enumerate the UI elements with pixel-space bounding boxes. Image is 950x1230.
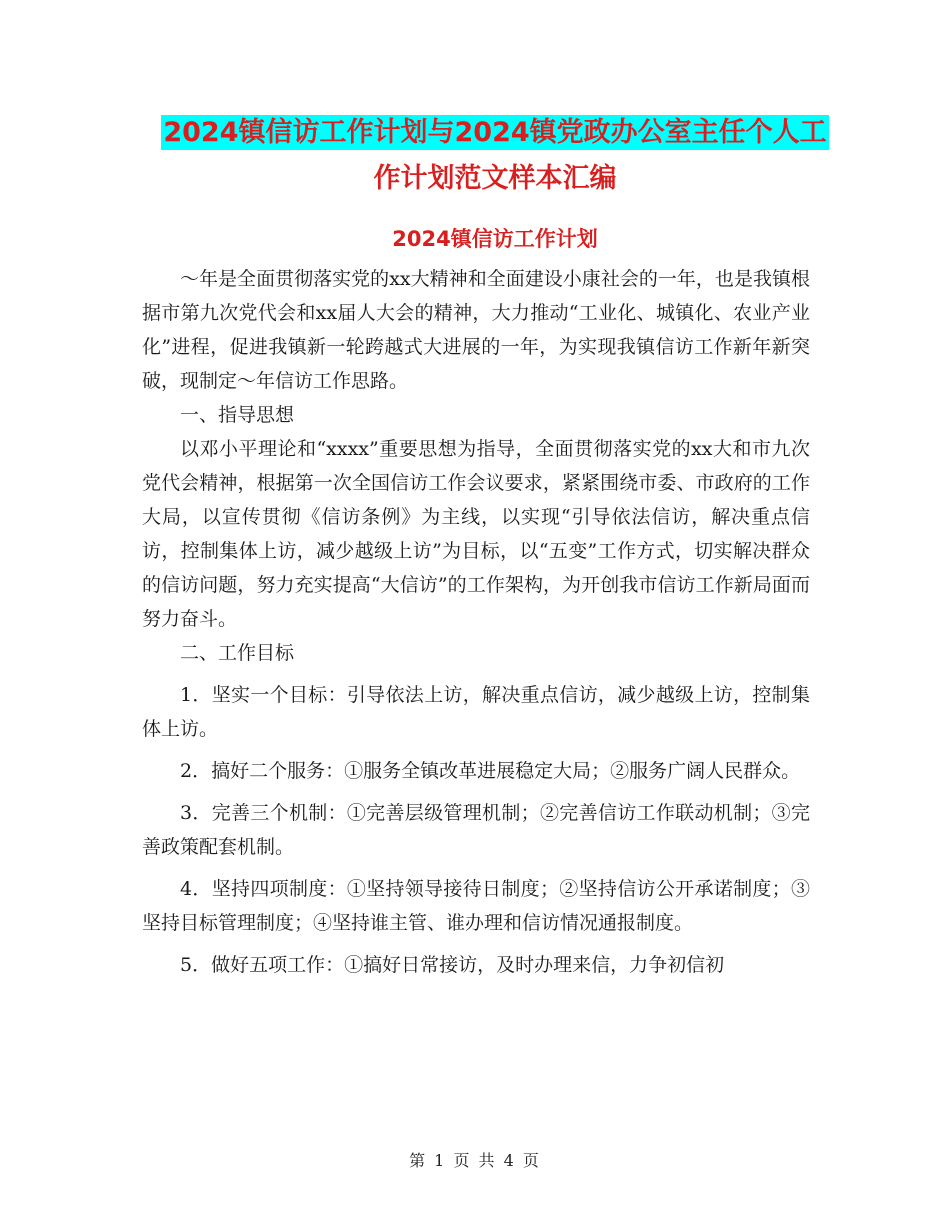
document-body [142,262,810,982]
heading-guiding-ideology: 一、指导思想 [180,404,295,426]
page-number-footer: 第 1 页 共 4 页 [409,1151,541,1170]
paragraph-intro: ～年是全面贯彻落实党的xx大精神和全面建设小康社会的一年，也是我镇根据市第九次党代会和xx届人大会的精神，大力推动“工业化、城镇化、农业产业化”进程，促进我镇新一轮跨越式大进展的一年，为实现我镇信访工作新年新突破，现制定～年信访工作思路。 [142,268,810,392]
heading-work-goals: 二、工作目标 [180,642,295,664]
list-item-goal-4: 4．坚持四项制度：①坚持领导接待日制度；②坚持信访公开承诺制度；③坚持目标管理制度；④坚持谁主管、谁办理和信访情况通报制度。 [142,878,810,934]
section-title: 2024镇信访工作计划 [392,227,598,251]
title-line-1: 2024镇信访工作计划与2024镇党政办公室主任个人工 [163,117,827,148]
paragraph-guiding-ideology: 以邓小平理论和“xxxx”重要思想为指导，全面贯彻落实党的xx大和市九次党代会精神，根据第一次全国信访工作会议要求，紧紧围绕市委、市政府的工作大局，以宣传贯彻《信访条例》为主线，以实现“引导依法信访，解决重点信访，控制集体上访，减少越级上访”为目标，以“五变”工作方式，切实解决群众的信访问题，努力充实提高“大信访”的工作架构，为开创我市信访工作新局面而努力奋斗。 [142,438,810,630]
document-title [150,110,840,202]
list-item-goal-2: 2．搞好二个服务：①服务全镇改革进展稳定大局；②服务广阔人民群众。 [180,760,801,782]
list-item-goal-1: 1．坚实一个目标：引导依法上访，解决重点信访，减少越级上访，控制集体上访。 [142,684,810,740]
list-item-goal-3: 3．完善三个机制：①完善层级管理机制；②完善信访工作联动机制；③完善政策配套机制。 [142,802,810,858]
list-item-goal-5: 5．做好五项工作：①搞好日常接访，及时办理来信，力争初信初 [180,954,725,976]
title-line-2: 作计划范文样本汇编 [373,163,617,194]
